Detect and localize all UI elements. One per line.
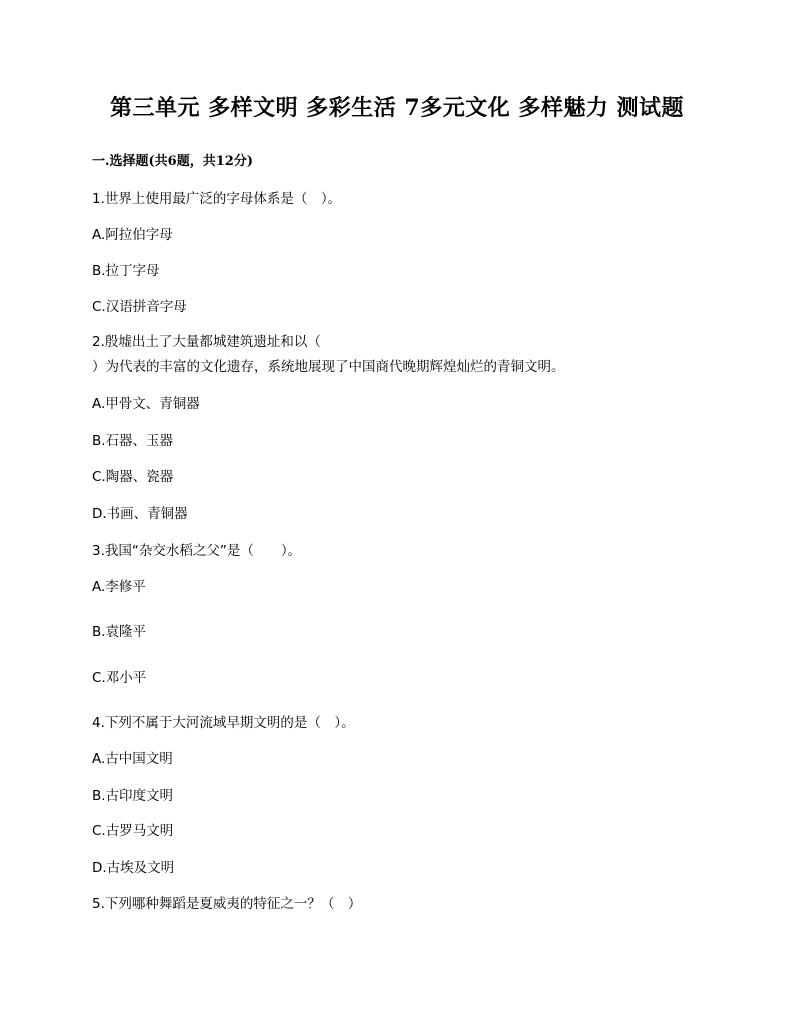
section-heading: 一.选择题(共6题，共12分): [92, 154, 253, 169]
question-3-option-a: A.李修平: [92, 579, 146, 595]
question-2-option-b: B.石器、玉器: [92, 433, 174, 449]
question-1-option-c: C.汉语拼音字母: [92, 299, 187, 315]
question-3-option-c: C.邓小平: [92, 670, 147, 686]
question-3-stem: 3.我国“杂交水稻之父”是（ ）。: [92, 543, 302, 559]
question-4-option-a: A.古中国文明: [92, 751, 173, 767]
question-2-stem-line2: ）为代表的丰富的文化遗存，系统地展现了中国商代晚期辉煌灿烂的青铜文明。: [92, 359, 565, 375]
page-title: 第三单元 多样文明 多彩生活 7多元文化 多样魅力 测试题: [109, 95, 685, 121]
question-1-option-b: B.拉丁字母: [92, 263, 160, 279]
question-4-option-b: B.古印度文明: [92, 788, 174, 804]
question-1-stem: 1.世界上使用最广泛的字母体系是（ ）。: [92, 191, 342, 207]
question-2-option-a: A.甲骨文、青铜器: [92, 396, 200, 412]
question-1-option-a: A.阿拉伯字母: [92, 227, 173, 243]
question-4-option-d: D.古埃及文明: [92, 860, 175, 876]
question-4-option-c: C.古罗马文明: [92, 823, 174, 839]
question-3-option-b: B.袁隆平: [92, 624, 147, 640]
question-4-stem: 4.下列不属于大河流域早期文明的是（ ）。: [92, 715, 355, 731]
question-2-stem-line1: 2.殷墟出土了大量都城建筑遗址和以（: [92, 334, 321, 350]
question-2-option-c: C.陶器、瓷器: [92, 469, 174, 485]
question-2-option-d: D.书画、青铜器: [92, 506, 188, 522]
question-5-stem: 5.下列哪种舞蹈是夏威夷的特征之一？（ ）: [92, 896, 362, 912]
